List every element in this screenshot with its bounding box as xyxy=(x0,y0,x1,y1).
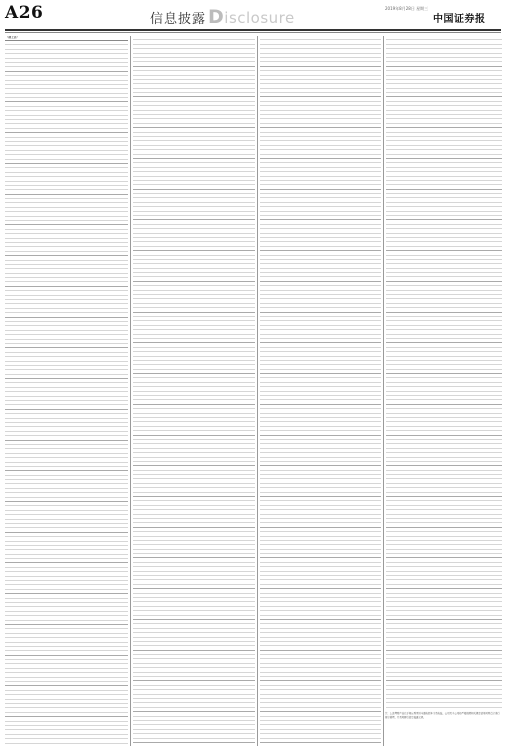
header-rule-thin xyxy=(5,32,501,33)
table-column-4 xyxy=(386,36,502,708)
table-column-2 xyxy=(133,36,255,746)
section-title: 信息披露 xyxy=(150,12,207,27)
table-cell xyxy=(74,743,90,746)
disclosure-table xyxy=(260,36,381,746)
table-cell xyxy=(343,742,358,746)
table-cell xyxy=(217,742,232,746)
header-rule xyxy=(5,29,501,31)
issue-date: 2019年8月28日 星期三 xyxy=(385,6,429,11)
page-header xyxy=(0,0,506,30)
table-cell xyxy=(13,743,51,746)
section-title-english-rest: isclosure xyxy=(224,9,295,27)
table-row xyxy=(5,743,128,746)
table-cell xyxy=(232,742,255,746)
table-row xyxy=(260,742,381,746)
table-cell xyxy=(51,743,74,746)
disclosure-table xyxy=(133,36,255,746)
section-title-english xyxy=(208,6,295,28)
column-divider xyxy=(257,36,258,746)
table-cell xyxy=(179,742,202,746)
table-cell xyxy=(305,742,328,746)
table-section-heading: （续上表） xyxy=(5,36,128,41)
page-number: A26 xyxy=(5,3,44,23)
table-row xyxy=(133,742,255,746)
table-cell xyxy=(141,742,178,746)
table-cell xyxy=(133,742,141,746)
table-cell xyxy=(260,742,268,746)
disclosure-table xyxy=(386,36,502,708)
table-column-1 xyxy=(5,36,128,746)
table-cell xyxy=(5,743,13,746)
table-cell xyxy=(268,742,305,746)
table-cell xyxy=(89,743,105,746)
column-divider xyxy=(383,36,384,746)
table-cell xyxy=(358,742,381,746)
table-cell xyxy=(328,742,343,746)
column-divider xyxy=(130,36,131,746)
disclosure-table xyxy=(5,41,128,746)
table-cell xyxy=(201,742,216,746)
section-title-english-initial: D xyxy=(208,6,225,28)
table-column-3 xyxy=(260,36,381,746)
table-cell xyxy=(105,743,128,746)
newspaper-masthead: 中国证券报 xyxy=(433,14,486,25)
